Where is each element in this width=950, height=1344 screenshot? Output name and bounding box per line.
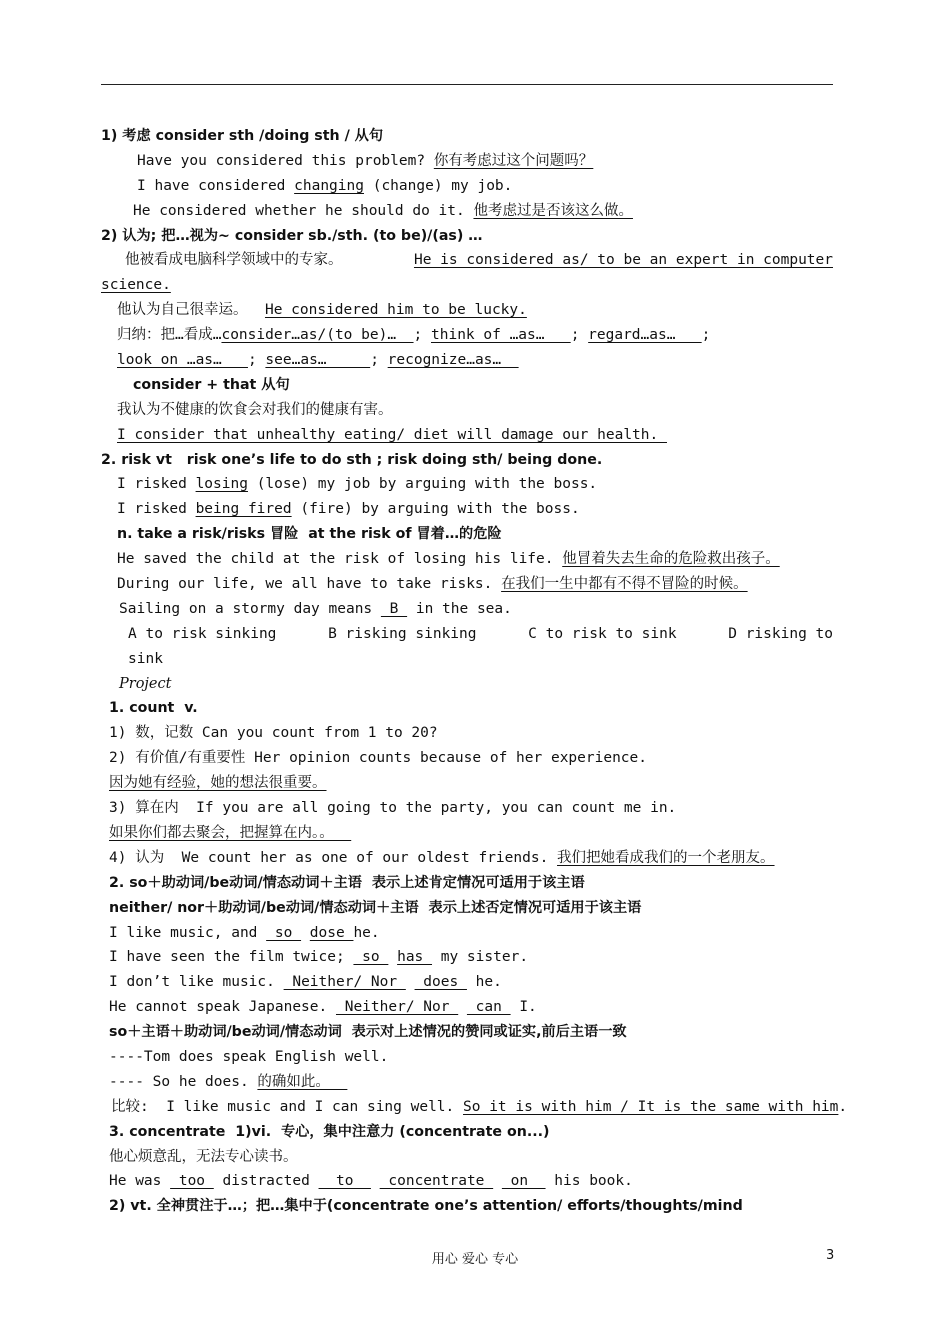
text-line [101,921,833,946]
text-line [101,672,833,697]
header-rule [101,84,833,85]
line-text: He cannot speak Japanese. [109,999,336,1016]
answer-text: on [501,1173,546,1190]
answer-text: 如果你们都去聚会，把握算在内。。 [109,824,352,841]
line-text: Project [119,675,172,692]
answer-text: changing [294,177,364,194]
text-line [101,696,833,721]
line-text: 1) 数，记数 Can you count from 1 to 20? [109,725,438,742]
answer-text: has [397,949,433,966]
answer-text: dose [309,924,354,941]
answer-text: being fired [195,501,292,518]
line-text: 2) vt. 全神贯注于…；把…集中于(concentrate one’s attention/ efforts/thoughts/mind [109,1198,743,1215]
text-line [101,945,833,970]
line-text: he. [466,974,502,991]
text-line [101,373,833,398]
line-text: 他认为自己很幸运。 [117,302,265,319]
line-text: 2) 认为; 把…视为~ consider sb./sth. (to be)/(as) … [101,227,483,244]
text-line [101,348,833,373]
line-text: I like music, and [109,924,267,941]
answer-text: to [318,1173,371,1190]
text-line [101,423,833,448]
line-text: I. [510,999,537,1016]
line-text: sink [128,650,163,667]
text-line [101,1045,833,1070]
answer-text: concentrate [379,1173,494,1190]
line-text: Sailing on a stormy day means [119,600,381,617]
line-text: he. [353,924,380,941]
text-line [101,1145,833,1170]
text-line [101,746,833,771]
text-line [101,597,833,622]
text-line [101,721,833,746]
line-text: n. take a risk/risks 冒险 at the risk of 冒着…的危险 [117,526,502,543]
text-line [101,522,833,547]
line-text: his book. [545,1173,633,1190]
answer-text: so [353,949,389,966]
page-number: 3 [826,1248,835,1263]
line-text: ; [701,327,711,344]
text-line [101,497,833,522]
text-line [101,871,833,896]
line-text: 归纳：把…看成… [117,327,222,344]
text-line [101,448,833,473]
line-text [301,925,310,941]
text-line [101,1070,833,1095]
text-line [101,846,833,871]
answer-text: I consider that unhealthy eating/ diet will damage our health. [117,426,667,443]
line-text: I risked [117,501,196,518]
line-text: 3) 算在内 If you are all going to the party, you can count me in. [109,800,677,817]
line-text [406,974,415,990]
text-line [101,398,833,423]
answer-text: regard…as… [588,327,702,344]
text-line [101,622,833,647]
text-line [101,970,833,995]
answer-text: consider…as/(to be)… [221,327,414,344]
answer-text: 你有考虑过这个问题吗？ [433,152,594,169]
line-text: 1) 考虑 consider sth /doing sth / 从句 [101,128,384,144]
document-body [101,124,848,1219]
line-text: ---- So he does. [109,1073,258,1090]
answer-text: 我们把她看成我们的一个老朋友。 [557,849,775,866]
line-text: . [838,1098,848,1115]
line-text: 2. risk vt risk one’s life to do sth ; risk doing sth/ being done. [101,451,603,468]
footer-motto: 用心 爱心 专心 [431,1252,519,1267]
line-text: 2. so＋助动词/be动词/情态动词＋主语 表示上述肯定情况可适用于该主语 [109,874,585,891]
line-text [371,1173,380,1189]
line-text: I risked [117,476,196,493]
line-text: D risking to [728,625,833,642]
line-text: (change) my job. [363,177,513,194]
line-text: C to risk to sink [528,625,677,642]
answer-text: 的确如此。 [257,1073,348,1090]
text-line [101,647,833,672]
line-text: A to risk sinking [128,625,277,642]
text-line [101,796,833,821]
line-text: Have you considered this problem? [137,152,434,169]
answer-text: So it is with him / It is the same with him [463,1098,839,1115]
answer-text: 在我们一生中都有不得不冒险的时候。 [501,576,748,593]
line-text: During our life, we all have to take risks. [117,576,502,593]
answer-text: can [466,999,511,1016]
line-text: 他被看成电脑科学领域中的专家。 [125,252,343,269]
line-text: 2) 有价值/有重要性 Her opinion counts because of her experience. [109,750,647,767]
text-line [101,248,833,273]
line-text: in the sea. [407,600,512,617]
line-text [388,949,397,965]
line-text: so＋主语＋助动词/be动词/情态动词 表示对上述情况的赞同或证实,前后主语一致 [109,1024,627,1041]
answer-text: He is considered as/ to be an expert in computer [413,252,833,269]
text-line [101,1169,833,1194]
line-text: (lose) my job by arguing with the boss. [247,476,598,493]
line-text: 3. concentrate 1)vi. 专心，集中注意力 (concentrate on...) [109,1123,550,1140]
line-text: He was [109,1173,171,1190]
line-text: ; [247,352,266,369]
line-text: 比较: I like music and I can sing well. [111,1098,464,1115]
answer-text: 他冒着失去生命的危险救出孩子。 [562,551,780,568]
line-text: I have considered [137,177,295,194]
text-line [101,572,833,597]
answer-text: Neither/ Nor [335,999,459,1016]
text-line [101,224,833,249]
line-text: ----Tom does speak English well. [109,1048,389,1065]
text-line [101,323,833,348]
line-text: He considered whether he should do it. [133,202,474,219]
text-line [101,298,833,323]
text-line [101,1120,833,1145]
text-line [101,1095,848,1120]
line-text: 我认为不健康的饮食会对我们的健康有害。 [117,401,393,418]
text-line [101,472,833,497]
text-line [101,273,833,298]
answer-text: 因为她有经验，她的想法很重要。 [109,775,327,792]
text-line [101,995,833,1020]
line-text: ; [370,352,388,369]
text-line [101,821,833,846]
answer-text: does [414,974,467,991]
line-text: I have seen the film twice; [109,949,354,966]
answer-text: He considered him to be lucky. [264,302,527,319]
line-text: ; [570,327,589,344]
line-text: (fire) by arguing with the boss. [291,501,580,518]
line-text: consider + that 从句 [133,376,290,393]
answer-text: 他考虑过是否该这么做。 [473,202,633,219]
answer-text: think of …as… [431,327,571,344]
answer-text: Neither/ Nor [283,974,406,991]
line-text: He saved the child at the risk of losing his life. [117,551,563,568]
line-text [458,999,467,1015]
text-line [101,149,833,174]
line-text: neither/ nor＋助动词/be动词/情态动词＋主语 表示上述否定情况可适用于该主语 [109,899,642,916]
line-text: B risking sinking [328,625,477,642]
line-text: 1. count v. [109,700,198,717]
line-text: distracted [213,1173,319,1190]
text-line [101,1194,833,1219]
line-text [493,1173,502,1189]
answer-text: B [380,600,408,617]
answer-text: so [266,924,302,941]
text-line [101,771,833,796]
text-line [101,199,833,224]
line-text: 他心烦意乱，无法专心读书。 [109,1148,298,1165]
line-text: 4) 认为 We count her as one of our oldest friends. [109,849,558,866]
text-line [101,1020,833,1045]
answer-text: look on …as… [117,352,248,369]
answer-text: see…as… [265,352,371,369]
line-text: ; [413,327,431,344]
line-text: my sister. [432,949,529,966]
answer-text: too [170,1173,214,1190]
line-text: I don’t like music. [109,974,284,991]
text-line [101,896,833,921]
text-line [101,174,833,199]
answer-text: recognize…as… [387,352,519,369]
answer-text: losing [195,476,248,493]
answer-text: science. [101,277,171,294]
text-line [101,124,833,149]
text-line [101,547,833,572]
